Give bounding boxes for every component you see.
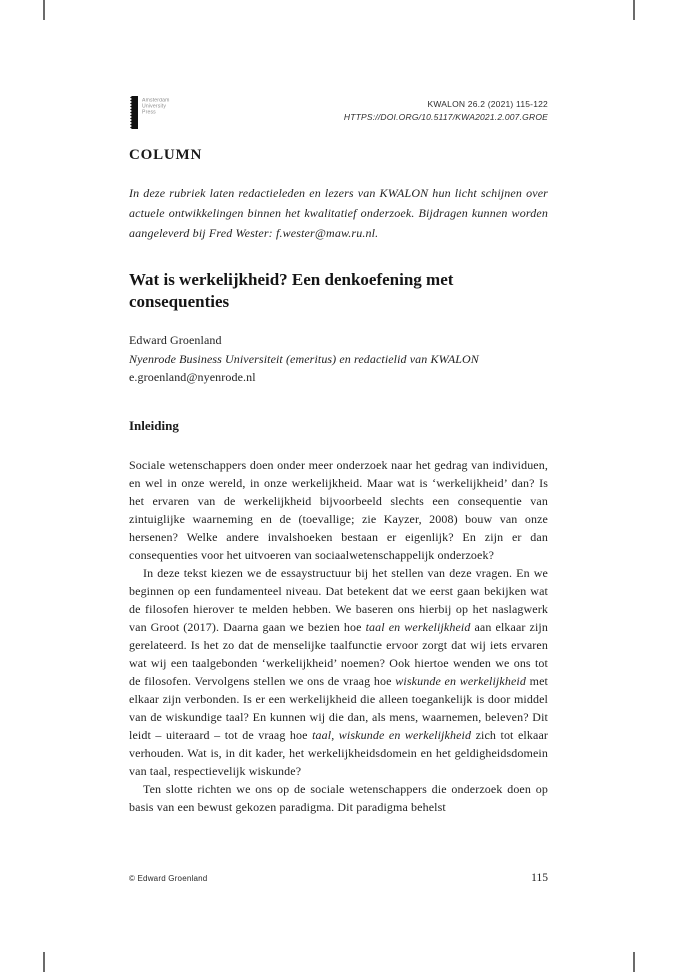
section-heading: Inleiding [129, 418, 179, 433]
journal-citation: KWALON 26.2 (2021) 115-122 [427, 99, 548, 109]
publisher-name [142, 98, 170, 116]
page-number: 115 [531, 872, 548, 884]
body-paragraph: Ten slotte richten we ons op de sociale wetenschappers die onderzoek doen op basis van een bewust gekozen paradigma. Dit paradigma behelst [129, 782, 548, 814]
column-intro: In deze rubriek laten redactieleden en lezers van KWALON hun licht schijnen over actuele ontwikkelingen binnen het kwalitatief onderzoek. Bijdragen kunnen worden aangeleverd bij Fred Wester: f.wester@maw.ru.nl. [129, 186, 548, 240]
aup-logo-mark [129, 96, 138, 129]
crop-mark-top-left [43, 0, 45, 20]
page-footer [129, 872, 548, 884]
author-email: e.groenland@nyenrode.nl [129, 370, 256, 384]
publisher-logo [129, 96, 174, 129]
author-affiliation: Nyenrode Business Universiteit (emeritus) en redactielid van KWALON [129, 351, 479, 366]
publisher-name-line: Amsterdam [142, 98, 170, 104]
article-body [129, 456, 548, 816]
crop-mark-bottom-right [633, 952, 635, 972]
citation-block [344, 98, 548, 123]
copyright-notice: © Edward Groenland [129, 874, 208, 883]
publisher-name-line: Press [142, 109, 156, 115]
author-block [129, 331, 548, 387]
page-header [129, 96, 548, 129]
crop-mark-bottom-left [43, 952, 45, 972]
publisher-name-line: University [142, 103, 167, 110]
body-paragraph: In deze tekst kiezen we de essaystructuur bij het stellen van deze vragen. En we beginnen op een fundamenteel niveau. Dat betekent dat we eerst gaan bekijken wat de filosofen hierover te melden hebben. We baseren ons hierbij op het naslagwerk van Groot (2017). Daarna gaan we bezien hoe taal en werkelijkheid aan elkaar zijn gerelateerd. Is het zo dat de menselijke taalfunctie ervoor zorgt dat wij iets ervaren wat wij een taalgebonden ‘werkelijkheid’ noemen? Ook hiertoe wenden we ons tot de filosofen. Vervolgens stellen we ons de vraag hoe wiskunde en werkelijkheid met elkaar zijn verbonden. Is er een werkelijkheid die alleen toegankelijk is door middel van de wiskundige taal? En kunnen wij die dan, als mens, waarnemen, beleven? Dit leidt – uiteraard – tot de vraag hoe taal, wiskunde en werkelijkheid zich tot elkaar verhouden. Wat is, in dit kader, het werkelijkheidsdomein en het geldigheidsdomein van taal, respectievelijk wiskunde? [129, 566, 548, 778]
author-name: Edward Groenland [129, 333, 222, 347]
doi-text: HTTPS://DOI.ORG/10.5117/KWA2021.2.007.GROE [343, 111, 548, 122]
body-paragraph: Sociale wetenschappers doen onder meer onderzoek naar het gedrag van individuen, en wel in onze wereld, in onze werkelijkheid. Maar wat is ‘werkelijkheid’ dan? Is het ervaren van de werkelijkheid bijvoorbeeld slechts een consequentie van zintuiglijke waarneming en de (toevallige; zie Kayzer, 2008) bouw van onze hersenen? Welke andere invalshoeken bestaan er eigenlijk? En zijn er dan consequenties voor het uitvoeren van sociaalwetenschappelijk onderzoek? [129, 458, 548, 562]
section-label: COLUMN [129, 147, 203, 163]
crop-mark-top-right [633, 0, 635, 20]
article-title: Wat is werkelijkheid? Een denkoefening met consequenties [129, 270, 454, 311]
